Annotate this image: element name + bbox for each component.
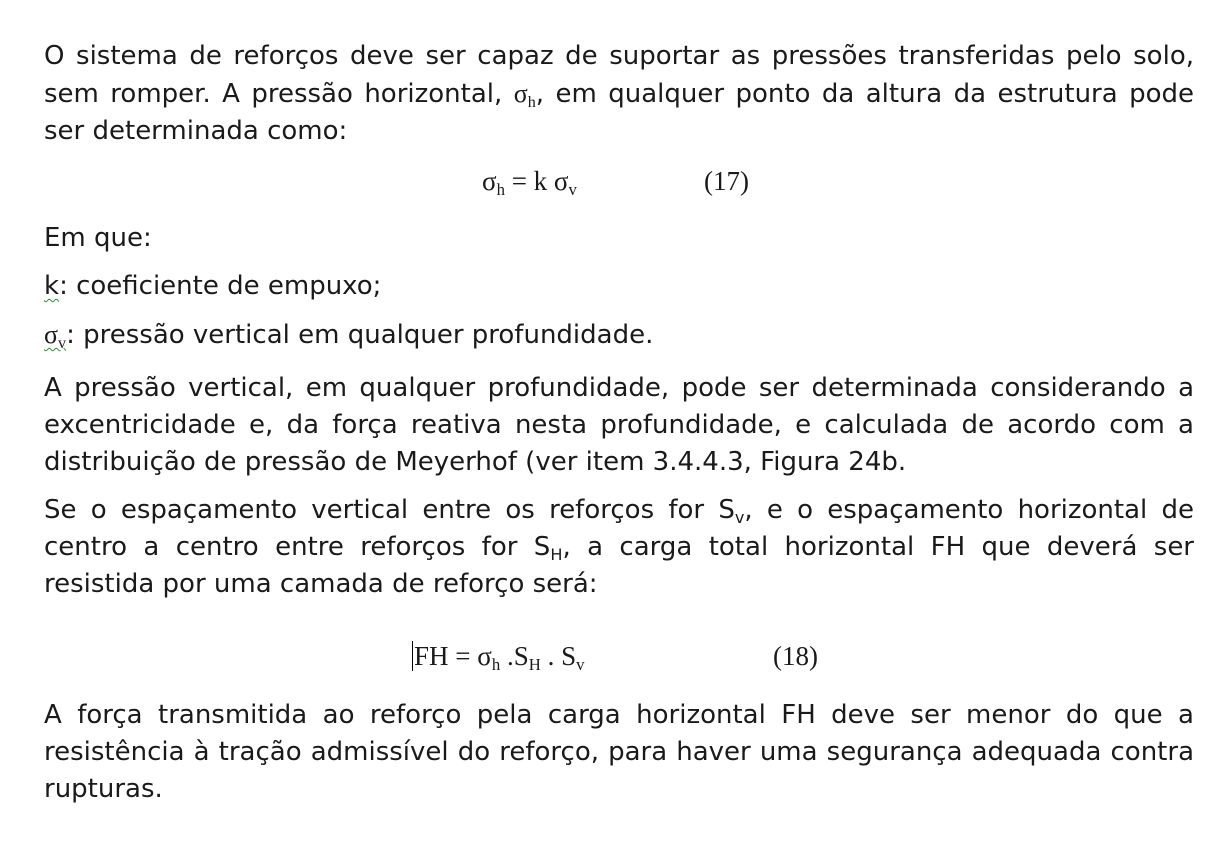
intro-paragraph	[44, 38, 1194, 150]
vertical-pressure-paragraph: A pressão vertical, em qualquer profundidade, pode ser determinada considerando a excentricidade e, da força reativa nesta profundidade, e calculada de acordo com a distribuição de pressão de Meyerhof (ver item 3.4.4.3, Figura 24b.	[44, 373, 1194, 477]
em-que-label: Em que:	[44, 223, 152, 253]
equation-18-expression: FH = $\sigma_h$ $.S_H$ . $S_v$	[414, 641, 585, 675]
equation-17-expression: $\sigma_h = k$ $\sigma_v$	[482, 166, 577, 200]
equation-17-number: (17)	[704, 166, 749, 196]
sigma-v-symbol: $\sigma_v$	[44, 320, 67, 352]
k-definition-text: : coeficiente de empuxo;	[59, 271, 382, 301]
equation-17	[44, 166, 1194, 212]
spacing-paragraph: Se o espaçamento vertical entre os reforços for $S_v$, e o espaçamento horizontal de centro a centro entre reforços for $S_H$, a carga total horizontal FH que deverá ser resistida por uma camada de reforço será:	[44, 495, 1195, 599]
intro-text-end: , em qualquer ponto da altura da estrutura pode ser determinada como:	[44, 79, 1195, 146]
k-symbol: k	[44, 271, 60, 301]
intro-text: O sistema de reforços deve ser capaz de suportar as pressões transferidas pelo solo, sem romper. A pressão horizontal,	[44, 41, 1194, 109]
text-cursor	[412, 641, 413, 671]
document-page	[44, 38, 1194, 808]
sigma-v-definition	[44, 316, 1194, 354]
sigma-h-symbol: $\sigma_h$	[513, 79, 536, 111]
conclusion-paragraph: A força transmitida ao reforço pela carga horizontal FH deve ser menor do que a resistência à tração admissível do reforço, para haver uma segurança adequada contra rupturas.	[44, 700, 1194, 804]
k-definition	[44, 268, 1194, 305]
sigma-v-definition-text: : pressão vertical em qualquer profundidade.	[66, 320, 654, 350]
equation-18	[44, 641, 1194, 687]
equation-18-number: (18)	[773, 641, 818, 671]
